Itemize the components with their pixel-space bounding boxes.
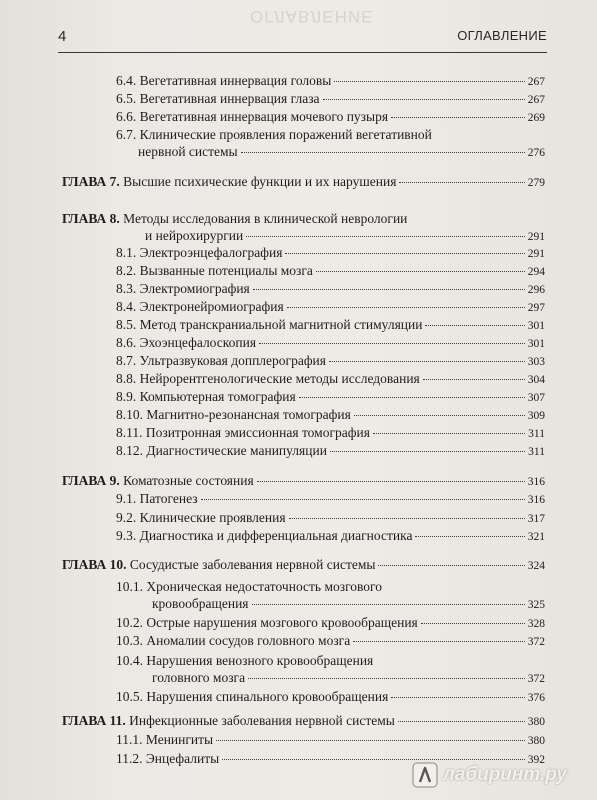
entry-page: 291 — [527, 231, 545, 243]
entry-page: 301 — [527, 338, 545, 350]
dot-leader — [330, 451, 525, 452]
toc-chapter-11 — [62, 712, 545, 731]
dot-leader — [334, 81, 524, 82]
entry-title: Высшие психические функции и их нарушения — [123, 174, 397, 189]
toc-entry-8-4 — [116, 298, 545, 317]
toc-entry-8-8 — [116, 370, 545, 389]
entry-number: 6.4. — [116, 73, 137, 88]
entry-title: Сосудистые заболевания нервной системы — [129, 557, 376, 572]
toc-entry-10-1 — [116, 578, 545, 614]
toc-chapter-10 — [62, 556, 545, 575]
entry-number: 6.7. — [116, 127, 137, 142]
dot-leader — [378, 565, 524, 566]
dot-leader — [316, 271, 525, 272]
entry-page: 297 — [527, 302, 545, 314]
toc-entry-8-10 — [116, 406, 545, 425]
chapter-label: ГЛАВА 9. — [62, 473, 120, 488]
entry-number: 8.10. — [116, 407, 143, 422]
entry-title: Ультразвуковая допплерография — [139, 353, 326, 368]
toc-entry-9-3 — [116, 527, 545, 546]
entry-number: 9.2. — [116, 510, 137, 525]
dot-leader — [423, 379, 525, 380]
entry-number: 10.3. — [116, 633, 143, 648]
entry-number: 8.5. — [116, 317, 137, 332]
dot-leader — [253, 289, 525, 290]
entry-page: 321 — [527, 531, 545, 543]
entry-title: Патогенез — [139, 491, 198, 506]
show-through-text: ОГЛАВЛЕНИЕ — [250, 7, 374, 26]
entry-title: Клинические проявления — [139, 510, 286, 525]
entry-title: Электроэнцефалография — [139, 245, 283, 260]
entry-page: 311 — [528, 428, 545, 440]
toc-entry-9-1 — [116, 490, 545, 509]
dot-leader — [425, 325, 524, 326]
entry-title: Электромиография — [139, 281, 250, 296]
entry-number: 8.11. — [116, 425, 143, 440]
toc-entry-6-6 — [116, 108, 545, 127]
entry-page: 380 — [527, 716, 545, 728]
entry-page: 303 — [527, 356, 545, 368]
entry-page: 296 — [527, 284, 545, 296]
dot-leader — [391, 697, 524, 698]
chapter-label: ГЛАВА 8. — [62, 211, 120, 226]
entry-page: 316 — [527, 476, 545, 488]
entry-title: Аномалии сосудов головного мозга — [146, 633, 351, 648]
entry-title: Метод транскраниальной магнитной стимуляции — [139, 317, 423, 332]
entry-number: 8.7. — [116, 353, 137, 368]
dot-leader — [421, 623, 525, 624]
entry-title: Методы исследования в клинической неврологии — [123, 211, 408, 226]
dot-leader — [246, 236, 525, 237]
entry-title: Вегетативная иннервация глаза — [139, 91, 320, 106]
entry-page: 316 — [527, 494, 545, 506]
entry-page: 279 — [527, 177, 545, 189]
dot-leader — [398, 721, 525, 722]
entry-number: 8.1. — [116, 245, 137, 260]
entry-title: Менингиты — [145, 732, 214, 747]
entry-title: Коматозные состояния — [123, 473, 254, 488]
toc-chapter-8 — [62, 210, 545, 246]
entry-title: Энцефалиты — [145, 751, 220, 766]
toc-entry-8-12 — [116, 442, 545, 461]
page-number: 4 — [58, 28, 67, 45]
dot-leader — [415, 536, 524, 537]
chapter-label: ГЛАВА 10. — [62, 557, 127, 572]
labirint-logo-icon — [412, 762, 438, 788]
entry-title-continued: головного мозга — [152, 670, 246, 685]
chapter-label: ГЛАВА 7. — [62, 174, 120, 189]
dot-leader — [259, 343, 525, 344]
entry-title: Позитронная эмиссионная томография — [145, 425, 370, 440]
entry-title: Вегетативная иннервация мочевого пузыря — [139, 109, 389, 124]
toc-chapter-9 — [62, 472, 545, 491]
entry-page: 328 — [527, 618, 545, 630]
toc-entry-9-2 — [116, 509, 545, 528]
entry-title: Нарушения венозного кровообращения — [146, 653, 374, 668]
dot-leader — [257, 481, 525, 482]
dot-leader — [354, 415, 525, 416]
dot-leader — [201, 499, 525, 500]
entry-number: 8.12. — [116, 443, 143, 458]
dot-leader — [248, 678, 525, 679]
entry-number: 8.8. — [116, 371, 137, 386]
entry-page: 269 — [527, 112, 545, 124]
entry-number: 6.6. — [116, 109, 137, 124]
entry-title: Вегетативная иннервация головы — [139, 73, 332, 88]
entry-number: 10.5. — [116, 689, 143, 704]
dot-leader — [391, 117, 525, 118]
entry-number: 8.2. — [116, 263, 137, 278]
entry-title: Эхоэнцефалоскопия — [139, 335, 257, 350]
dot-leader — [289, 518, 525, 519]
entry-title: Электронейромиография — [139, 299, 284, 314]
entry-page: 294 — [527, 266, 545, 278]
entry-number: 8.6. — [116, 335, 137, 350]
entry-page: 267 — [527, 76, 545, 88]
entry-page: 372 — [527, 673, 545, 685]
entry-number: 11.1. — [116, 732, 143, 747]
entry-page: 392 — [527, 754, 545, 766]
entry-page: 291 — [527, 248, 545, 260]
entry-page: 372 — [527, 636, 545, 648]
entry-page: 380 — [527, 735, 545, 747]
dot-leader — [353, 641, 525, 642]
entry-title: Диагностические манипуляции — [146, 443, 327, 458]
entry-title-continued: и нейрохирургии — [145, 228, 244, 243]
toc-entry-10-3 — [116, 632, 545, 651]
watermark-text: лабиринт.ру — [442, 764, 567, 785]
dot-leader — [222, 759, 525, 760]
dot-leader — [399, 182, 524, 183]
header-title: ОГЛАВЛЕНИЕ — [457, 28, 547, 43]
entry-page: 324 — [527, 560, 545, 572]
entry-number: 10.2. — [116, 615, 143, 630]
entry-number: 8.9. — [116, 389, 137, 404]
toc-entry-8-3 — [116, 280, 545, 299]
entry-title: Хроническая недостаточность мозгового — [146, 579, 383, 594]
entry-title-continued: кровообращения — [152, 596, 249, 611]
entry-page: 307 — [527, 392, 545, 404]
entry-number: 8.3. — [116, 281, 137, 296]
toc-entry-10-4 — [116, 652, 545, 688]
toc-entry-8-6 — [116, 334, 545, 353]
entry-page: 304 — [527, 374, 545, 386]
labirint-watermark — [412, 762, 567, 788]
entry-title: Диагностика и дифференциальная диагностика — [139, 528, 413, 543]
entry-page: 376 — [527, 692, 545, 704]
entry-number: 9.1. — [116, 491, 137, 506]
entry-page: 309 — [527, 410, 545, 422]
dot-leader — [287, 307, 525, 308]
entry-page: 276 — [527, 147, 545, 159]
toc-entry-8-11 — [116, 424, 545, 443]
entry-page: 267 — [527, 94, 545, 106]
chapter-label: ГЛАВА 11. — [62, 713, 126, 728]
toc-entry-10-2 — [116, 614, 545, 633]
toc-entry-11-1 — [116, 731, 545, 750]
toc-entry-8-1 — [116, 244, 545, 263]
dot-leader — [252, 604, 525, 605]
entry-number: 10.4. — [116, 653, 143, 668]
entry-title: Нейрорентгенологические методы исследования — [139, 371, 420, 386]
toc-entry-8-7 — [116, 352, 545, 371]
dot-leader — [216, 740, 525, 741]
entry-number: 10.1. — [116, 579, 143, 594]
entry-number: 9.3. — [116, 528, 137, 543]
toc-entry-8-5 — [116, 316, 545, 335]
dot-leader — [329, 361, 525, 362]
entry-page: 325 — [527, 599, 545, 611]
entry-number: 6.5. — [116, 91, 137, 106]
dot-leader — [373, 433, 525, 434]
toc-chapter-7 — [62, 173, 545, 192]
toc-entry-8-9 — [116, 388, 545, 407]
entry-title: Клинические проявления поражений вегетативной — [139, 127, 432, 142]
dot-leader — [285, 253, 524, 254]
entry-title: Магнитно-резонансная томография — [146, 407, 351, 422]
dot-leader — [241, 152, 525, 153]
entry-number: 11.2. — [116, 751, 143, 766]
toc-entry-10-5 — [116, 688, 545, 707]
entry-title: Нарушения спинального кровообращения — [146, 689, 389, 704]
entry-title-continued: нервной системы — [138, 144, 238, 159]
toc-entry-8-2 — [116, 262, 545, 281]
toc-entry-6-4 — [116, 72, 545, 91]
entry-title: Острые нарушения мозгового кровообращения — [146, 615, 418, 630]
entry-number: 8.4. — [116, 299, 137, 314]
toc-entry-6-7 — [116, 126, 545, 162]
entry-page: 301 — [527, 320, 545, 332]
dot-leader — [299, 397, 525, 398]
dot-leader — [323, 99, 525, 100]
entry-page: 317 — [527, 513, 545, 525]
entry-title: Инфекционные заболевания нервной системы — [129, 713, 395, 728]
entry-title: Вызванные потенциалы мозга — [139, 263, 313, 278]
entry-page: 311 — [528, 446, 545, 458]
entry-title: Компьютерная томография — [139, 389, 296, 404]
toc-entry-6-5 — [116, 90, 545, 109]
